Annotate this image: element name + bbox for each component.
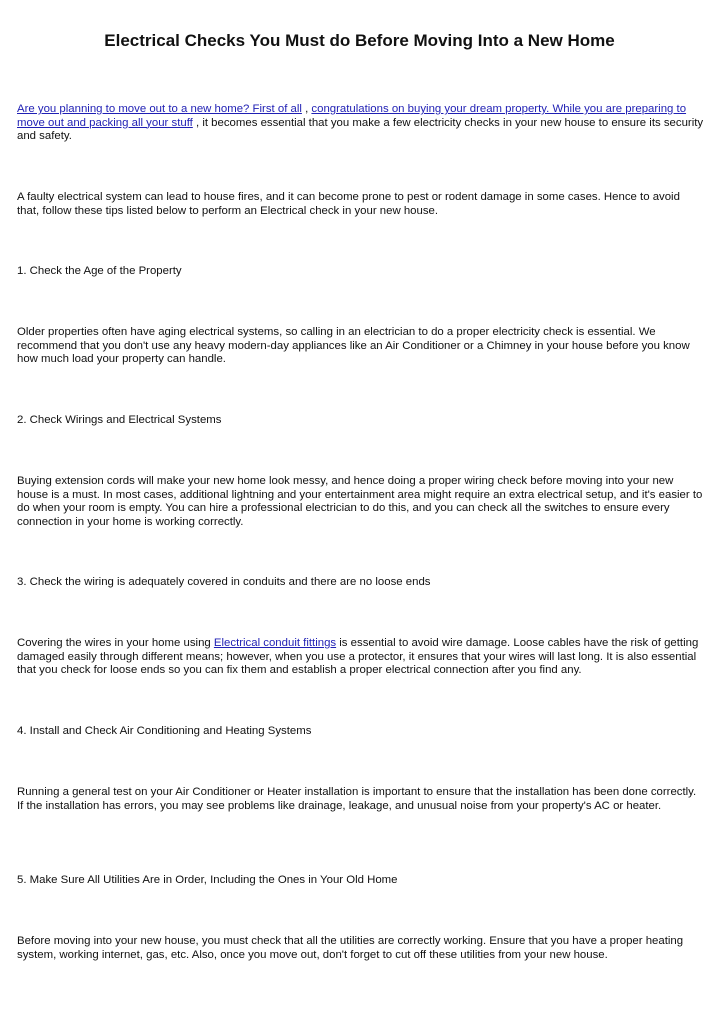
intro-link-planning[interactable]: Are you planning to move out to a new home? First of all — [17, 103, 302, 115]
section-body-3-after: is essential to avoid wire damage. Loose cables have the risk of getting damaged easily through different means; however, when you use a protector, it ensures that your wires will last long. It is also essential that you check for loose ends so you can fix them and establish a proper electrical connection after you find any. — [17, 637, 699, 676]
intro-separator: , — [301, 103, 312, 115]
page-title: Electrical Checks You Must do Before Moving Into a New Home — [104, 31, 615, 50]
section-body-3 — [17, 637, 705, 678]
faulty-system-paragraph: A faulty electrical system can lead to house fires, and it can become prone to pest or rodent damage in some cases. Hence to avoid that, follow these tips listed below to perform an Electrical check in your new house. — [17, 191, 680, 217]
intro-paragraph — [17, 103, 705, 144]
section-heading-5: 5. Make Sure All Utilities Are in Order, Including the Ones in Your Old Home — [17, 874, 398, 886]
section-body-3-before: Covering the wires in your home using — [17, 637, 214, 649]
section-body-2: Buying extension cords will make your new home look messy, and hence doing a proper wiring check before moving into your new house is a must. In most cases, additional lightning and your entertainment area might require an extra electrical setup, and it's easier to do when your room is empty. You can hire a professional electrician to do this, and you can check all the switches to ensure every connection in your home is working correctly. — [17, 475, 703, 528]
section-body-5: Before moving into your new house, you must check that all the utilities are correctly working. Ensure that you have a proper heating system, working internet, gas, etc. Also, once you move out, don't forget to cut off these utilities from your new house. — [17, 935, 684, 961]
intro-text: , it becomes essential that you make a few electricity checks in your new house to ensure its security and safety. — [17, 116, 704, 142]
section-body-1: Older properties often have aging electrical systems, so calling in an electrician to do a proper electricity check is essential. We recommend that you don't use any heavy modern-day appliances like an Air Conditioner or a Chimney in your house before you know how much load your property can handle. — [17, 326, 690, 365]
section-heading-2: 2. Check Wirings and Electrical Systems — [17, 414, 222, 426]
section-heading-1: 1. Check the Age of the Property — [17, 265, 182, 277]
conduit-fittings-link[interactable]: Electrical conduit fittings — [213, 637, 337, 649]
section-heading-4: 4. Install and Check Air Conditioning and Heating Systems — [17, 725, 312, 737]
intro-link-congratulations[interactable]: congratulations on buying your dream property. While you are preparing to move out and packing all your stuff — [17, 103, 687, 129]
section-heading-3: 3. Check the wiring is adequately covered in conduits and there are no loose ends — [17, 576, 431, 588]
section-body-4: Running a general test on your Air Conditioner or Heater installation is important to ensure that the installation has been done correctly. If the installation has errors, you may see problems like drainage, leakage, and unusual noise from your property's AC or heater. — [17, 786, 697, 812]
